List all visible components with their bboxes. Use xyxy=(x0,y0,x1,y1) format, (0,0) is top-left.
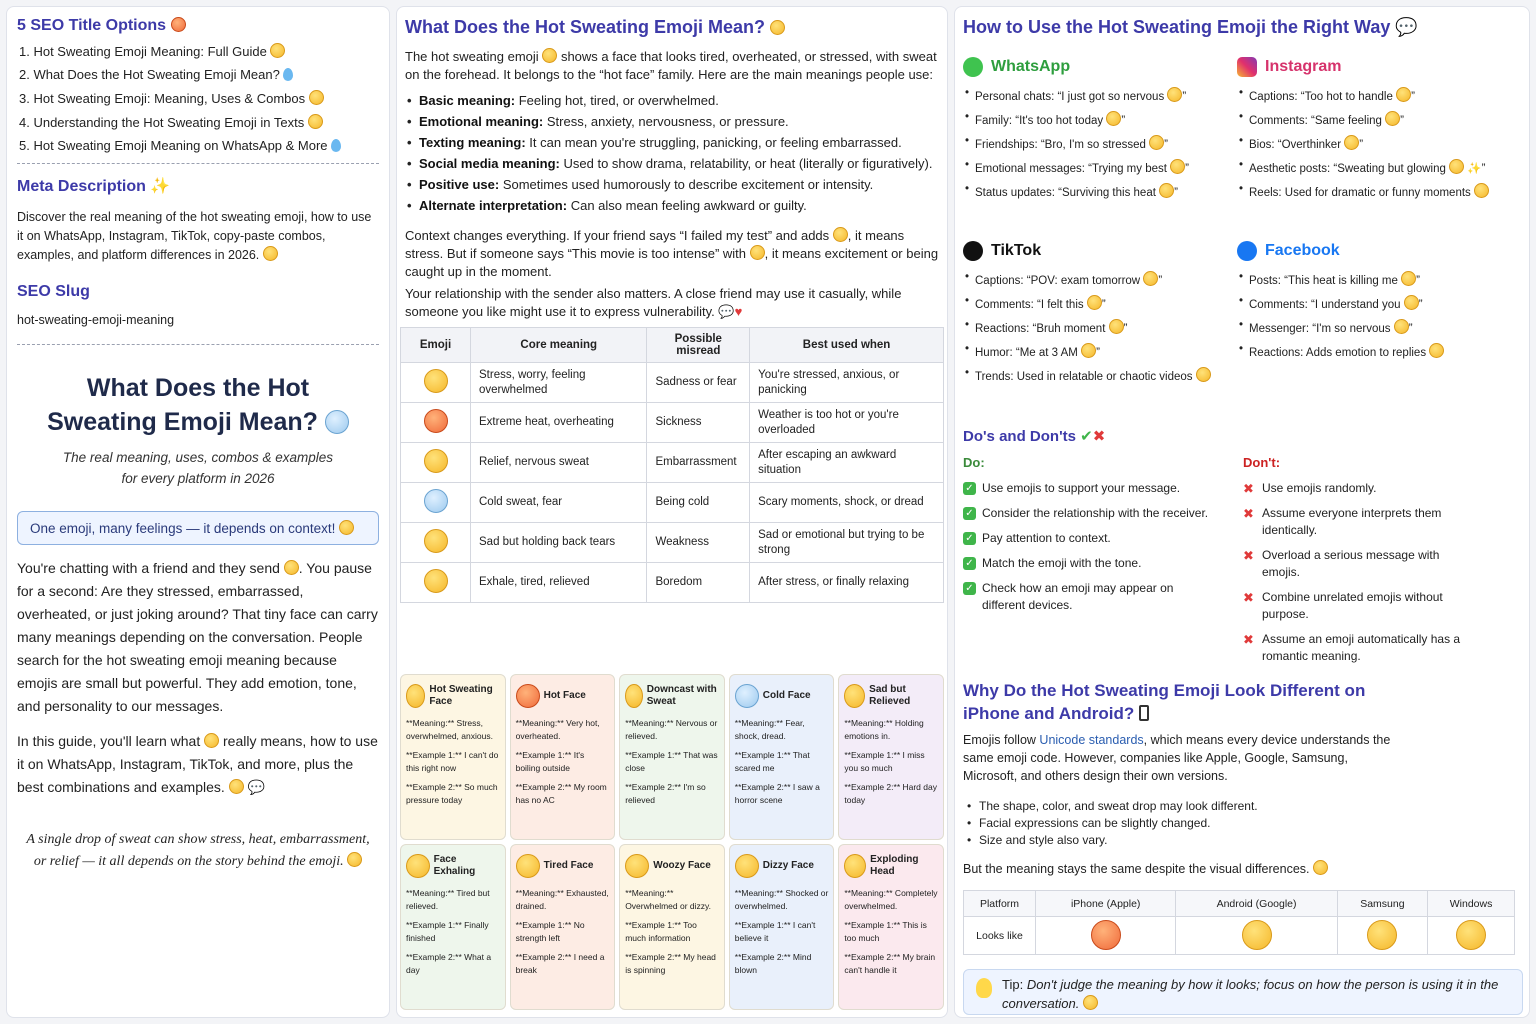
list-item: ✖ Overload a serious message with emojis. xyxy=(1243,548,1440,579)
sweat-face-icon xyxy=(229,779,244,794)
sad-relieved-face-icon xyxy=(844,684,865,708)
why-list xyxy=(963,799,1258,850)
list-item: • Trends: Used in relatable or chaotic videos xyxy=(963,367,1233,383)
facebook-section: Facebook • Posts: “This heat is killing me ” • Comments: “I understand you ” • Messenger: “I'm so nervous ” • Reactions: Adds emotion to replies xyxy=(1237,241,1523,367)
column-header: Best used when xyxy=(750,328,944,363)
sweat-face-icon xyxy=(284,560,299,575)
sweat-face-icon xyxy=(270,43,285,58)
table-row: Relief, nervous sweat Embarrassment After escaping an awkward situation xyxy=(401,443,944,483)
speech-bubble-icon: 💬 xyxy=(1395,17,1418,37)
dos-list: Do: ✓ Use emojis to support your message. ✓ Consider the relationship with the receiver. ✓ Pay attention to context. ✓ Match the emoji with the tone. ✓ Check how an emoji may appear on different devices. xyxy=(963,455,1233,622)
context-paragraph: Context changes everything. If your friend says “I failed my test” and adds , it means stress. But if someone says “This movie is too intense” with , it means excitement or being caught up in the moment. xyxy=(405,228,939,279)
list-item: ✓ Consider the relationship with the receiver. xyxy=(963,505,1233,522)
list-item: • Posts: “This heat is killing me ” xyxy=(1237,271,1523,287)
sweat-face-icon xyxy=(1344,135,1359,150)
seo-slug: hot-sweating-emoji-meaning xyxy=(17,313,175,327)
emoji-card: Tired Face **Meaning:** Exhausted, drained. **Example 1:** No strength left **Example 2:** I need a break xyxy=(510,844,616,1010)
cross-icon: ✖ xyxy=(1243,506,1254,521)
sweat-face-icon xyxy=(1167,87,1182,102)
whatsapp-icon xyxy=(963,57,983,77)
list-item: • Facial expressions can be slightly changed. xyxy=(963,816,1258,830)
closing-quote: A single drop of sweat can show stress, heat, embarrassment, or relief — it all depends on the story behind the emoji. xyxy=(26,832,370,869)
facebook-icon xyxy=(1237,241,1257,261)
cross-icon: ✖ xyxy=(1243,590,1254,605)
list-item: ✖ Combine unrelated emojis without purpose. xyxy=(1243,590,1443,621)
dizzy-face-icon xyxy=(735,854,759,878)
emoji-card: Downcast with Sweat **Meaning:** Nervous or relieved. **Example 1:** That was close **Example 2:** I'm so relieved xyxy=(619,674,725,840)
seo-title-heading: 5 SEO Title Options xyxy=(17,17,379,35)
emoji-card: Sad but Relieved **Meaning:** Holding emotions in. **Example 1:** I miss you so much **Example 2:** Hard day today xyxy=(838,674,944,840)
speech-bubble-icon: 💬 xyxy=(247,779,266,795)
emoji-card-grid xyxy=(400,674,944,1014)
sparkles-icon: ✨ xyxy=(1467,163,1482,175)
list-item: • Messenger: “I'm so nervous ” xyxy=(1237,319,1523,335)
row-label: Looks like xyxy=(964,917,1036,955)
table-header xyxy=(401,328,944,363)
list-item: • Family: “It's too hot today ” xyxy=(963,111,1233,127)
list-item: ✖ Assume an emoji automatically has a romantic meaning. xyxy=(1243,632,1461,663)
list-item: • Reactions: “Bruh moment ” xyxy=(963,319,1233,335)
tip-box: Tip: Don't judge the meaning by how it looks; focus on how the person is using it in the conversation. xyxy=(963,969,1523,1015)
sweat-face-icon xyxy=(1106,111,1121,126)
list-item: ✖ Use emojis randomly. xyxy=(1243,481,1377,496)
list-item: ✖ Assume everyone interprets them identically. xyxy=(1243,506,1442,537)
check-icon: ✓ xyxy=(963,507,976,520)
sweat-face-icon xyxy=(1083,995,1098,1010)
tired-face-icon xyxy=(516,854,540,878)
tiktok-icon xyxy=(963,241,983,261)
sweat-face-icon xyxy=(1394,319,1409,334)
meaning-panel xyxy=(396,6,948,1018)
cold-sweat-face-icon xyxy=(424,489,448,513)
sweat-face-icon xyxy=(308,114,323,129)
sweat-face-icon xyxy=(309,90,324,105)
sweat-face-icon xyxy=(1404,295,1419,310)
relationship-paragraph: Your relationship with the sender also matters. A close friend may use it casually, while someone you like might use it to express vulnerability. 💬♥ xyxy=(405,286,902,319)
usage-panel xyxy=(954,6,1530,1018)
list-item: • Status updates: “Surviving this heat ” xyxy=(963,183,1233,199)
apple-emoji-icon xyxy=(1091,920,1121,950)
emoji-card: Face Exhaling **Meaning:** Tired but relieved. **Example 1:** Finally finished **Example 2:** What a day xyxy=(400,844,506,1010)
sweat-face-icon xyxy=(1170,159,1185,174)
table-row: Cold sweat, fear Being cold Scary moments, shock, or dread xyxy=(401,483,944,523)
exploding-head-icon xyxy=(844,854,866,878)
sweat-face-icon xyxy=(424,369,448,393)
cross-icon: ✖ xyxy=(1243,548,1254,563)
why-paragraph: Emojis follow Unicode standards, which means every device understands the same emoji code. However, companies like Apple, Google, Samsung, Microsoft, and others design their own versions. xyxy=(963,733,1391,783)
table-row: Sad but holding back tears Weakness Sad or emotional but trying to be strong xyxy=(401,523,944,563)
emoji-card: Hot Face **Meaning:** Very hot, overheated. **Example 1:** It's boiling outside **Example 2:** My room has no AC xyxy=(510,674,616,840)
column-header: Windows xyxy=(1428,891,1515,917)
instagram-section: Instagram • Captions: “Too hot to handle ” • Comments: “Same feeling ” • Bios: “Overthinker ” • Aesthetic posts: “Sweating but glowing ✨” • Reels: Used for dramatic or funny moments xyxy=(1237,57,1523,207)
windows-emoji-icon xyxy=(1456,920,1486,950)
why-conclusion: But the meaning stays the same despite the visual differences. xyxy=(963,860,1328,876)
table-row: Stress, worry, feeling overwhelmed Sadness or fear You're stressed, anxious, or panicking xyxy=(401,363,944,403)
instagram-icon xyxy=(1237,57,1257,77)
meaning-list xyxy=(405,92,939,215)
meaning-heading: What Does the Hot Sweating Emoji Mean? xyxy=(405,17,939,38)
sweat-face-icon xyxy=(1401,271,1416,286)
list-item: • Reels: Used for dramatic or funny moments xyxy=(1237,183,1523,199)
downcast-sweat-face-icon xyxy=(625,684,643,708)
check-icon: ✓ xyxy=(963,582,976,595)
sweat-face-icon xyxy=(1385,111,1400,126)
list-item: • Positive use: Sometimes used humorously to describe excitement or intensity. xyxy=(405,176,939,194)
context-callout: One emoji, many feelings — it depends on context! xyxy=(17,511,379,545)
downcast-sweat-face-icon xyxy=(424,449,448,473)
list-item: • Comments: “I understand you ” xyxy=(1237,295,1523,311)
column-header: Possible misread xyxy=(647,328,750,363)
list-item: 5. Hot Sweating Emoji Meaning on WhatsApp & More xyxy=(19,138,379,153)
meaning-intro: The hot sweating emoji shows a face that looks tired, overheated, or stressed, with sweat on the forehead. It belongs to the “hot face” family. Here are the main meanings people use: xyxy=(405,49,937,82)
sweat-drops-icon xyxy=(331,139,341,152)
hot-face-icon xyxy=(424,409,448,433)
list-item: 3. Hot Sweating Emoji: Meaning, Uses & Combos xyxy=(19,90,379,106)
column-header: Core meaning xyxy=(471,328,647,363)
list-item: • Social media meaning: Used to show drama, relatability, or heat (literally or figuratively). xyxy=(405,155,939,173)
list-item: ✓ Check how an emoji may appear on different devices. xyxy=(963,580,1193,614)
cross-icon: ✖ xyxy=(1092,428,1106,445)
sweat-face-icon xyxy=(204,733,219,748)
check-icon: ✓ xyxy=(963,482,976,495)
sweat-face-icon xyxy=(1159,183,1174,198)
lightbulb-icon xyxy=(976,978,992,998)
list-item: ✓ Use emojis to support your message. xyxy=(963,480,1233,497)
list-item: • Texting meaning: It can mean you're struggling, panicking, or feeling embarrassed. xyxy=(405,134,939,152)
list-item: • Captions: “POV: exam tomorrow ” xyxy=(963,271,1233,287)
meta-heading: Meta Description ✨ xyxy=(17,178,171,195)
list-item: • Basic meaning: Feeling hot, tired, or overwhelmed. xyxy=(405,92,939,110)
emoji-card: Dizzy Face **Meaning:** Shocked or overwhelmed. **Example 1:** I can't believe it **Example 2:** Mind blown xyxy=(729,844,835,1010)
column-header: Emoji xyxy=(401,328,471,363)
seo-title-list xyxy=(17,43,379,153)
why-heading: Why Do the Hot Sweating Emoji Look Different on iPhone and Android? xyxy=(963,681,1366,723)
intro-paragraph: You're chatting with a friend and they send . You pause for a second: Are they stressed, embarrassed, overheated, or just joking around? That tiny face can carry many meanings depending on the conversation. People search for the hot sweating emoji meaning because emojis are small but powerful. They add emotion, tone, and personality to our messages. xyxy=(17,560,378,714)
sweat-face-icon xyxy=(263,246,278,261)
list-item: • Aesthetic posts: “Sweating but glowing ✨” xyxy=(1237,159,1523,175)
exhaling-face-icon xyxy=(406,854,430,878)
sparkles-icon: ✨ xyxy=(150,178,171,195)
list-item: • Personal chats: “I just got so nervous ” xyxy=(963,87,1233,103)
donts-list: Don't: ✖ Use emojis randomly. ✖ Assume everyone interprets them identically. ✖ Overload a serious message with emojis. ✖ Combine unrelated emojis without purpose. ✖ Assume an emoji automatically has a romantic meaning. xyxy=(1243,455,1473,673)
sweat-face-icon xyxy=(1396,87,1411,102)
slug-heading: SEO Slug xyxy=(17,283,90,300)
samsung-emoji-icon xyxy=(1367,920,1397,950)
check-icon: ✔ xyxy=(1080,428,1093,445)
unicode-link[interactable]: Unicode standards xyxy=(1039,733,1144,747)
tiktok-section: TikTok • Captions: “POV: exam tomorrow ” • Comments: “I felt this ” • Reactions: “Bruh moment ” • Humor: “Me at 3 AM ” • Trends: Used in relatable or chaotic videos xyxy=(963,241,1233,391)
sweat-face-icon xyxy=(1087,295,1102,310)
sweat-face-icon xyxy=(770,20,785,35)
list-item: • Alternate interpretation: Can also mean feeling awkward or guilty. xyxy=(405,197,939,215)
column-header: Samsung xyxy=(1337,891,1427,917)
cross-icon: ✖ xyxy=(1243,481,1254,496)
table-row: Extreme heat, overheating Sickness Weather is too hot or you're overloaded xyxy=(401,403,944,443)
list-item: • Captions: “Too hot to handle ” xyxy=(1237,87,1523,103)
article-subtitle: The real meaning, uses, combos & examples for every platform in 2026 xyxy=(62,450,334,486)
list-item: 1. Hot Sweating Emoji Meaning: Full Guide xyxy=(19,43,379,59)
guide-paragraph: In this guide, you'll learn what really means, how to use it on WhatsApp, Instagram, TikTok, and more, plus the best combinations and examples. 💬 xyxy=(17,733,378,795)
check-icon: ✓ xyxy=(963,557,976,570)
cross-icon: ✖ xyxy=(1243,632,1254,647)
divider xyxy=(17,344,379,345)
column-header: iPhone (Apple) xyxy=(1036,891,1176,917)
emoji-card: Hot Sweating Face **Meaning:** Stress, overwhelmed, anxious. **Example 1:** I can't do this right now **Example 2:** So much pressure today xyxy=(400,674,506,840)
meta-description: Discover the real meaning of the hot sweating emoji, how to use it on WhatsApp, Instagram, TikTok, copy-paste combos, examples, and platform differences in 2026. xyxy=(17,210,372,262)
platform-table xyxy=(963,890,1515,955)
emoji-card: Woozy Face **Meaning:** Overwhelmed or dizzy. **Example 1:** Too much information **Example 2:** My head is spinning xyxy=(619,844,725,1010)
emoji-card: Exploding Head **Meaning:** Completely overwhelmed. **Example 1:** This is too much **Example 2:** My brain can't handle it xyxy=(838,844,944,1010)
dos-donts-heading: Do's and Don'ts ✔✖ xyxy=(963,428,1106,445)
whatsapp-section: WhatsApp • Personal chats: “I just got so nervous ” • Family: “It's too hot today ” • Friendships: “Bro, I'm so stressed ” • Emotional messages: “Trying my best ” • Status updates: “Surviving this heat ” xyxy=(963,57,1233,207)
check-icon: ✓ xyxy=(963,532,976,545)
sweat-face-icon xyxy=(1474,183,1489,198)
sweat-face-icon xyxy=(339,520,354,535)
fire-icon xyxy=(171,17,186,32)
list-item: • Emotional meaning: Stress, anxiety, nervousness, or pressure. xyxy=(405,113,939,131)
column-header: Android (Google) xyxy=(1176,891,1337,917)
list-item: • Emotional messages: “Trying my best ” xyxy=(963,159,1233,175)
table-header xyxy=(964,891,1515,917)
list-item: • Bios: “Overthinker ” xyxy=(1237,135,1523,151)
list-item: ✓ Pay attention to context. xyxy=(963,530,1233,547)
exhaling-face-icon xyxy=(424,569,448,593)
list-item: ✓ Match the emoji with the tone. xyxy=(963,555,1233,572)
list-item: • The shape, color, and sweat drop may look different. xyxy=(963,799,1258,813)
sweat-face-icon xyxy=(750,245,765,260)
sweat-face-icon xyxy=(1149,135,1164,150)
hot-face-icon xyxy=(516,684,540,708)
emoji-meaning-table xyxy=(400,327,944,603)
list-item: 2. What Does the Hot Sweating Emoji Mean? xyxy=(19,67,379,82)
sweat-face-icon xyxy=(406,684,425,708)
list-item: 4. Understanding the Hot Sweating Emoji in Texts xyxy=(19,114,379,130)
anxious-sweat-face-icon xyxy=(325,410,349,434)
usage-heading: How to Use the Hot Sweating Emoji the Right Way 💬 xyxy=(963,17,1418,37)
sweat-drops-icon xyxy=(283,68,293,81)
list-item: • Friendships: “Bro, I'm so stressed ” xyxy=(963,135,1233,151)
sweat-face-icon xyxy=(542,48,557,63)
list-item: • Size and style also vary. xyxy=(963,833,1258,847)
list-item: • Reactions: Adds emotion to replies xyxy=(1237,343,1523,359)
table-row xyxy=(964,917,1515,955)
sweat-face-icon xyxy=(347,852,362,867)
sad-relieved-face-icon xyxy=(424,529,448,553)
sweat-face-icon xyxy=(1313,860,1328,875)
list-item: • Humor: “Me at 3 AM ” xyxy=(963,343,1233,359)
article-title: What Does the Hot Sweating Emoji Mean? xyxy=(7,371,389,439)
woozy-face-icon xyxy=(625,854,649,878)
seo-panel xyxy=(6,6,390,1018)
sweat-face-icon xyxy=(1429,343,1444,358)
sweat-face-icon xyxy=(833,227,848,242)
sweat-face-icon xyxy=(1449,159,1464,174)
heart-icon: ♥ xyxy=(734,304,743,319)
sweat-face-icon xyxy=(1143,271,1158,286)
cold-face-icon xyxy=(735,684,759,708)
google-emoji-icon xyxy=(1242,920,1272,950)
sweat-face-icon xyxy=(1196,367,1211,382)
sweat-face-icon xyxy=(1109,319,1124,334)
list-item: • Comments: “I felt this ” xyxy=(963,295,1233,311)
phone-icon xyxy=(1139,705,1149,721)
emoji-card: Cold Face **Meaning:** Fear, shock, dread. **Example 1:** That scared me **Example 2:** I saw a horror scene xyxy=(729,674,835,840)
list-item: • Comments: “Same feeling ” xyxy=(1237,111,1523,127)
table-row: Exhale, tired, relieved Boredom After stress, or finally relaxing xyxy=(401,563,944,603)
column-header: Platform xyxy=(964,891,1036,917)
sweat-face-icon xyxy=(1081,343,1096,358)
speech-bubble-icon: 💬 xyxy=(718,304,735,319)
